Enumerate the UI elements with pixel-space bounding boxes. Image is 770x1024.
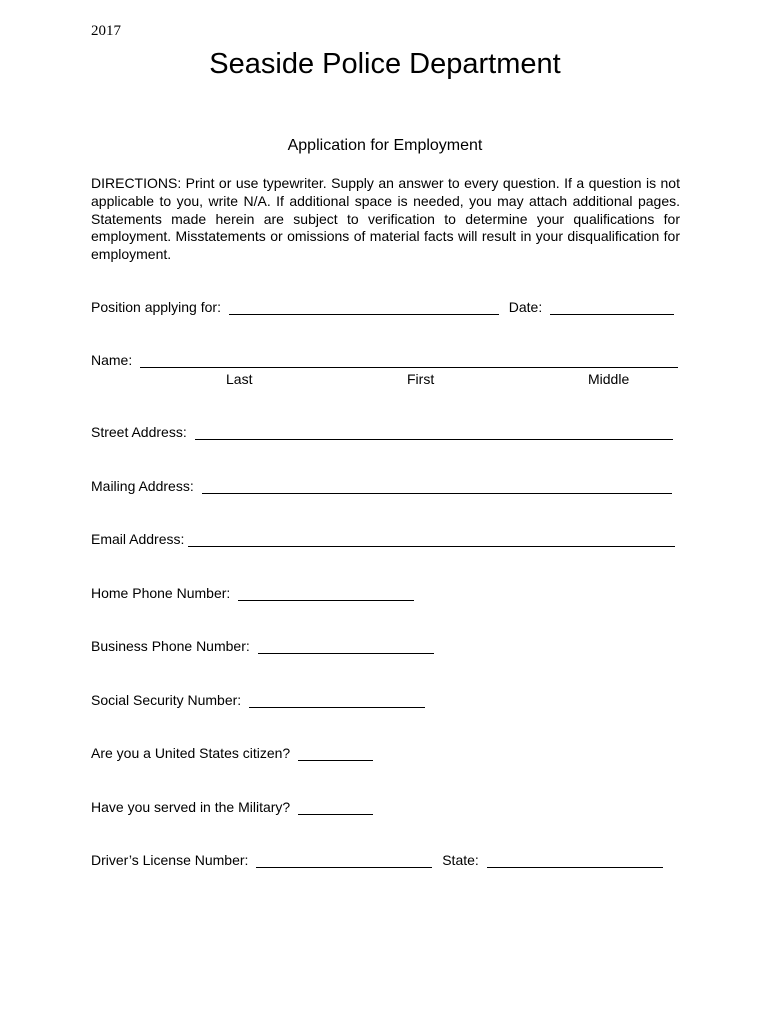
directions-text: DIRECTIONS: Print or use typewriter. Supply an answer to every question. If a question is not applicable to you, write N/A. If additional space is needed, you may attach additional pages. Statements made herein are subject to verification to determine your qualifications for employment. Misstatements or omissions of material facts will result in your disqualification for employment. [91, 175, 680, 263]
home-phone-row [91, 585, 414, 605]
ssn-row [91, 692, 425, 712]
name-middle-caption: Middle [588, 371, 630, 387]
business-phone-field[interactable] [258, 638, 434, 654]
street-label: Street Address: [91, 424, 187, 440]
position-row [91, 299, 674, 319]
page-title: Seaside Police Department [209, 48, 561, 80]
license-field[interactable] [256, 852, 432, 868]
email-field[interactable] [188, 531, 675, 547]
form-subtitle: Application for Employment [287, 137, 483, 154]
license-label: Driver’s License Number: [91, 852, 249, 868]
citizen-row [91, 745, 373, 765]
military-row [91, 799, 373, 819]
citizen-field[interactable] [298, 745, 373, 761]
email-label: Email Address: [91, 531, 185, 547]
name-first-caption: First [407, 371, 435, 387]
mailing-field[interactable] [202, 478, 672, 494]
email-row [91, 531, 675, 551]
state-field[interactable] [487, 852, 663, 868]
mailing-row [91, 478, 672, 498]
state-label: State: [442, 852, 479, 868]
ssn-label: Social Security Number: [91, 692, 242, 708]
position-label: Position applying for: [91, 299, 221, 315]
home-phone-label: Home Phone Number: [91, 585, 231, 601]
military-field[interactable] [298, 799, 373, 815]
name-field[interactable] [140, 352, 678, 368]
position-field[interactable] [229, 299, 499, 315]
date-field[interactable] [550, 299, 674, 315]
name-last-caption: Last [226, 371, 253, 387]
business-phone-row [91, 638, 434, 658]
mailing-label: Mailing Address: [91, 478, 194, 494]
form-year: 2017 [91, 23, 121, 39]
name-label: Name: [91, 352, 133, 368]
name-row [91, 352, 678, 372]
license-row [91, 852, 663, 872]
home-phone-field[interactable] [238, 585, 414, 601]
ssn-field[interactable] [249, 692, 425, 708]
citizen-label: Are you a United States citizen? [91, 745, 291, 761]
business-phone-label: Business Phone Number: [91, 638, 250, 654]
military-label: Have you served in the Military? [91, 799, 291, 815]
street-row [91, 424, 673, 444]
date-label: Date: [508, 299, 543, 315]
street-field[interactable] [195, 424, 673, 440]
